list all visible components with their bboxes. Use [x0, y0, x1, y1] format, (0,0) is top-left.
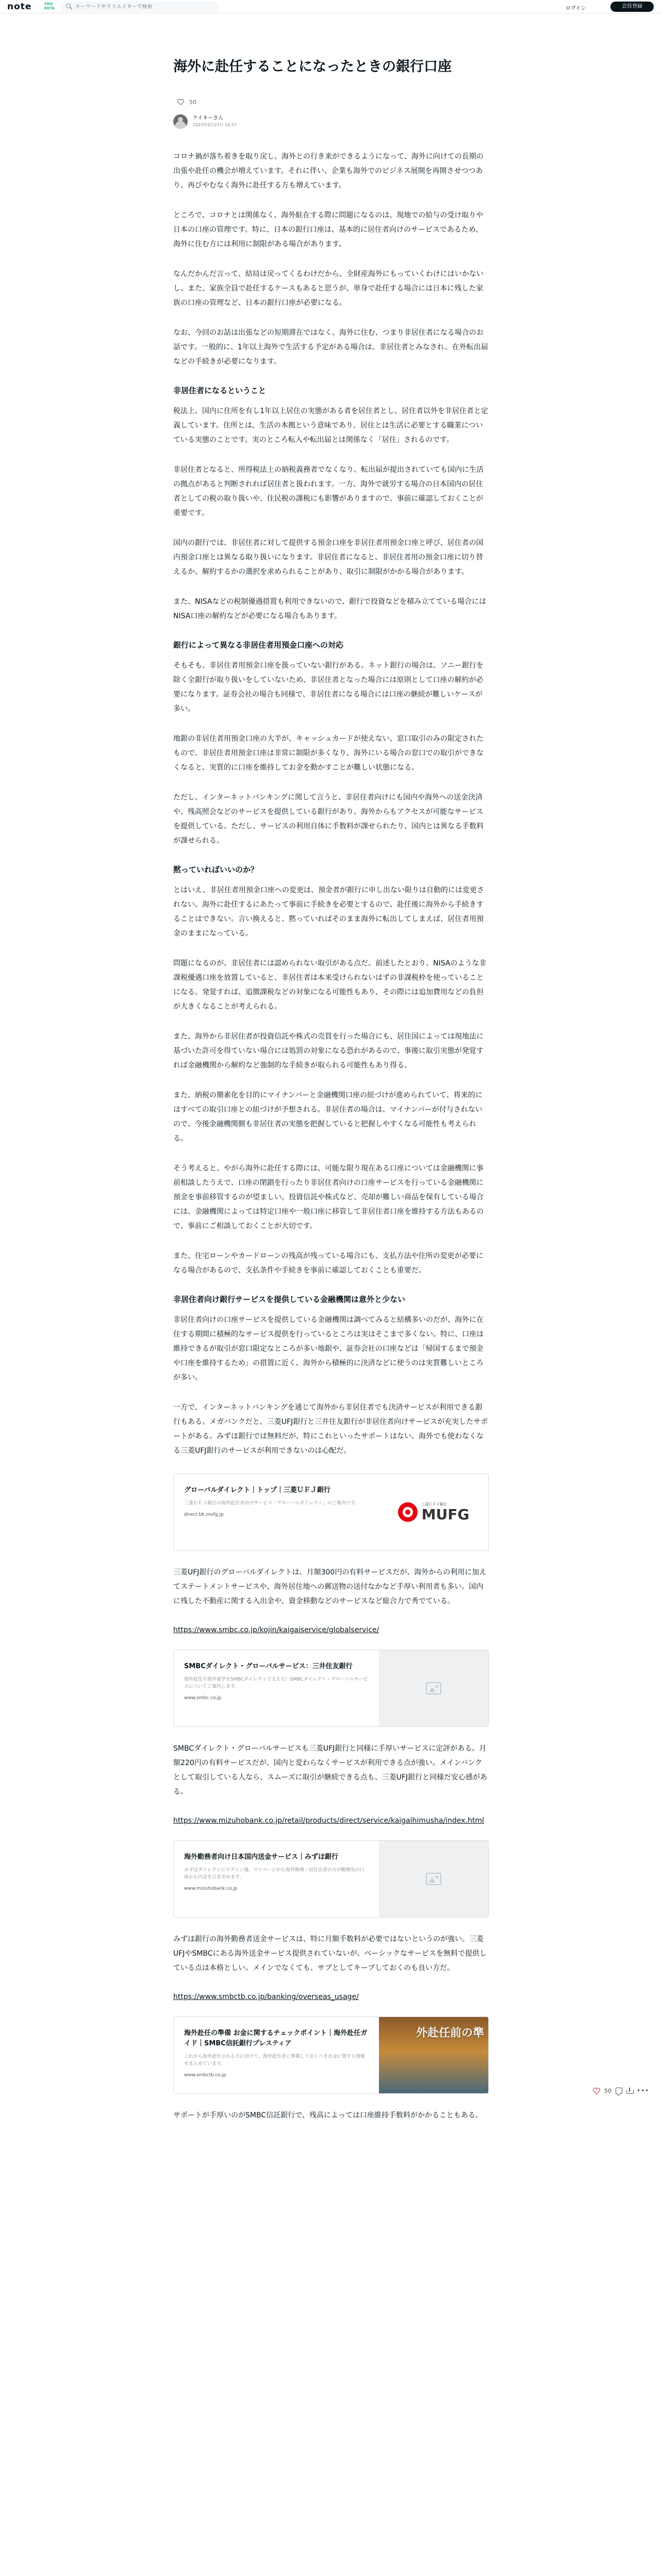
paragraph: また、海外から非居住者が投資信託や株式の売買を行った場合にも、居住国によっては現地法に基づいた許可を得ていない場合には処罰の対象になる恐れがあるので、事後に取引実態が発覚すれば金融機関から解約など強制的な手続きが取られる可能性もあり得る。 [173, 1032, 484, 1070]
comment-icon[interactable] [616, 2088, 622, 2094]
link-embed-card[interactable] [173, 1840, 489, 1918]
paragraph: コロナ禍が落ち着きを取り戻し、海外との行き来ができるようになって、海外に向けての長期の出張や赴任の機会が増えています。それに伴い、企業も海外でのビジネス展開を再開させつつあり、再びやむなく海外に赴任する方も増えています。 [173, 152, 484, 190]
paragraph: また、納税の簡素化を目的にマイナンバーと金融機関口座の紐づけが進められていて、将来的にはすべての取引口座との紐づけが予想される。非居住者の場合は、マイナンバーが付与されないので、今後金融機関側も非居住者の実態を把握していると把握しやすくなる可能性も考えられる。 [173, 1091, 483, 1143]
external-link[interactable]: https://www.smbc.co.jp/kojin/kaigaiservice/globalservice/ [173, 1626, 379, 1634]
paragraph: サポートが手厚いのがSMBC信託銀行で、残高によっては口座維持手数料がかかることもある。 [173, 2111, 483, 2120]
signup-button[interactable]: 会員登録 [610, 2, 654, 12]
paragraph: なんだかんだ言って、結局は戻ってくるわけだから、全財産海外にもっていくわけにはいかないし、また、家族全員で赴任するケースもあると思うが、単身で赴任する場合には日本に残した家族の口座の管理など、日本の銀行口座が必要になる。 [173, 270, 484, 307]
paragraph: 非居住者となると、所得税法上の納税義務者でなくなり、転出届が提出されていても国内に生活の拠点があると判断されれば居住者と扱われます。一方、海外で就労する場合の日本国内の居住者としての税の取り扱いや、住民税の課税にも影響がありますので、事前に確認しておくことが重要です。 [173, 466, 484, 517]
paragraph: 税法上、国内に住所を有し1年以上居住の実態がある者を居住者とし、居住者以外を非居住者と定義しています。住所とは、生活の本拠という意味であり、居住とは生活に必要とする職業についている実態のことです。実のところ転入や転出届とは関係なく「居住」されるのです。 [173, 407, 488, 444]
paragraph: 一方で、インターネットバンキングを通じて海外から非居住者でも決済サービスが利用できる銀行もある。メガバンクだと、三菱UFJ銀行と三井住友銀行が非居住者向けサービスが充実したサポートがある。みずほ銀行では無料だが、特にこれといったサポートはない。海外でも使わなくなる三菱UFJ銀行のサービスが利用できないのは心配だ。 [173, 1403, 488, 1455]
note-logo[interactable]: note [7, 2, 32, 12]
global-header [0, 0, 662, 13]
card-text [174, 1841, 379, 1917]
card-title: 海外勤務者向け日本国内送金サービス｜みずほ銀行 [184, 1853, 339, 1861]
card-description: 三菱ＵＦＪ銀行の海外赴任者向けサービス「グローバルダイレクト」のご案内です。 [184, 1501, 360, 1506]
card-domain: www.smbctb.co.jp [184, 2073, 226, 2078]
section-heading: 黙っていればいいのか？ [173, 865, 259, 874]
card-description: これから海外赴任される方に向けて、海外赴任者に準備しておくべきお金に関する情報をまとめています。 [184, 2054, 365, 2066]
paragraph: 三菱UFJ銀行のグローバルダイレクトは、月額300円の有料サービスだが、海外からの利用に加えてステートメントサービスや、海外居住地への郵送物の送付なかなど手厚い利用者も多い。国内に残した不動産に関する入出金や、資金移動などのサービスなど総合力で秀でている。 [173, 1568, 487, 1605]
card-text [174, 2017, 379, 2093]
author-row [173, 114, 489, 129]
card-domain: www.smbc.co.jp [184, 1696, 222, 1701]
card-description: みずほダイレクトにログイン後、マイページから海外勤務・居住在者の方が勤務先の口座から円金を引き出せます。 [184, 1868, 365, 1880]
link-embed-card[interactable] [173, 1473, 489, 1551]
section-heading: 非居住者向け銀行サービスを提供している金融機関は意外と少ない [173, 1295, 406, 1304]
heart-icon[interactable] [177, 99, 184, 105]
external-link[interactable]: https://www.smbctb.co.jp/banking/overseas_usage/ [173, 1993, 359, 2001]
paragraph: ただし、インターネットバンキングに関して言うと、非居住者向けにも国内や海外への送金決済や、残高照会などのサービスを提供している銀行があり、海外からもアクセスが可能なサービスを提供している。ただし、サービスの利用自体に手数料が課せられたり、国内とは異なる手数料が課せられる。 [173, 793, 484, 845]
more-icon[interactable]: ••• [637, 2087, 650, 2094]
paragraph: そもそも、非居住者用預金口座を扱っていない銀行がある。ネット銀行の場合は、ソニー銀行を除く全銀行が取り扱いをしていないため、非居住者となった場合には原則として口座の解約が必要になります。証券会社の場合も同様で、非居住者になる場合には口座の継続が難しいケースが多い。 [173, 662, 484, 713]
share-icon[interactable] [626, 2088, 633, 2094]
like-count: 50 [189, 98, 196, 106]
card-domain: direct.bk.mufg.jp [184, 1512, 224, 1517]
article [173, 57, 489, 2138]
paragraph: 国内の銀行では、非居住者に対して提供する預金口座を非居住者用預金口座と呼び、居住者の国内預金口座とは異なる取り扱いになります。非居住者になると、非居住者用の預金口座に切り替えるか、解約するかの選択を求められることがあり、取引に制限がかかる場合があります。 [173, 539, 484, 576]
like-heart-icon[interactable] [593, 2088, 600, 2094]
card-title: グローバルダイレクト｜トップ｜三菱ＵＦＪ銀行 [184, 1486, 330, 1494]
card-text [174, 1474, 379, 1550]
paragraph: SMBCダイレクト・グローバルサービスも三菱UFJ銀行と同様に手厚いサービスに定評がある。月額220円の有料サービスだが、国内と変わらなくサービスが利用できる点が強い。メインバンクとして取引している人なら、スムーズに取引が継続できる点も、三菱UFJ銀行と同様だ安心感がある。 [173, 1744, 488, 1796]
card-domain: www.mizuhobank.co.jp [184, 1886, 238, 1891]
mufg-bank-name: 三菱ＵＦＪ銀行 [421, 1502, 447, 1506]
image-placeholder-icon [426, 1682, 441, 1694]
paragraph: また、住宅ローンやカードローンの残高が残っている場合にも、支払方法や住所の変更が必要になる場合があるので、支払条件や手続きを事前に確認しておくことも重要だ。 [173, 1252, 484, 1275]
search-input[interactable] [75, 4, 209, 10]
paragraph: また、NISAなどの税制優遇措置も利用できないので、銀行で投資などを積み立てている場合にはNISA口座の解約などが必要になる場合もあります。 [173, 598, 487, 620]
link-embed-card[interactable] [173, 1650, 489, 1727]
rail-like-count: 50 [604, 2087, 611, 2094]
search-bar[interactable] [61, 2, 219, 12]
pro-beta-badge: PRO BETA [44, 2, 55, 10]
card-thumbnail-placeholder [379, 1650, 488, 1726]
article-body [173, 149, 489, 2123]
paragraph: 非居住者向けの口座サービスを提供している金融機関は調べてみると結構多いのだが、海外に在住する期間に積極的なサービス提供を行っているところは実はそこまで多くない。特に、口座は維持できるが取引が窓口限定なところが多い地銀や、証券会社の口座などは「帰国するまで預金や口座を維持するため」の措置に近く、海外から積極的に決済などに使うのは実質難しいところが多い。 [173, 1316, 484, 1382]
thumbnail-caption: 外赴任前の準 [416, 2027, 484, 2040]
like-row [173, 98, 489, 106]
mufg-mark-icon [398, 1502, 418, 1522]
paragraph: なお、今回のお話は出張などの短期滞在ではなく、海外に住む、つまり非居住者になる場合のお話です。一般的に、1年以上海外で生活する予定がある場合は、非居住者とみなされ、在外転出届などの手続きが必要になります。 [173, 329, 488, 366]
mufg-logo [398, 1502, 470, 1522]
card-title: 海外赴任の準備 お金に関するチェックポイント｜海外赴任ガイド｜SMBC信託銀行プレスティア [184, 2029, 368, 2047]
search-icon [66, 4, 72, 10]
section-heading: 非居住者になるということ [173, 386, 267, 395]
login-link[interactable]: ログイン [566, 6, 586, 11]
card-photo-thumbnail [379, 2017, 488, 2093]
author-name[interactable]: ケイキーさん [193, 115, 224, 121]
post-date: 2023年9月23日 14:57 [193, 123, 237, 127]
paragraph: そう考えると、やがら海外に赴任する際には、可能な限り現在ある口座については金融機関に事前相談したうえで、口座の閉鎖を行ったり非居住者向けの口座サービスを行っている金融機関に預金を事前移管するのが望ましい。投資信託や株式など、売却が難しい商品を保有している場合には、金融機関によっては特定口座や一般口座に移管して非居住者口座を維持する方法もあるので、事前にご相談しておくことが大切です。 [173, 1164, 484, 1230]
external-link[interactable]: https://www.mizuhobank.co.jp/retail/products/direct/service/kaigaihimusha/index.html [173, 1817, 484, 1825]
card-title: SMBCダイレクト・グローバルサービス：三井住友銀行 [184, 1663, 353, 1670]
article-title: 海外に赴任することになったときの銀行口座 [173, 59, 452, 75]
section-heading: 銀行によって異なる非居住者用預金口座への対応 [173, 640, 344, 650]
card-description: 海外赴任や海外留学をSMBCダイレクトで支える！SMBCダイレクト・グローバルサービスについてご案内します。 [184, 1677, 368, 1689]
paragraph: 問題になるのが、非居住者には認められない取引がある点だ。前述したとおり、NISAのような非課税優遇口座を放置していると、非居住者は本来受けられないはずの非課税枠を使っていることになる。発覚すれば、追徴課税などの対象になる可能性もあり、その際には追加費用などの負担が大きくなることが考えられる。 [173, 959, 487, 1011]
author-avatar[interactable] [173, 114, 188, 129]
action-rail [593, 2087, 649, 2095]
paragraph: 地銀の非居住者用預金口座の大半が、キャッシュカードが使えない、窓口取引のみの限定されたもので、非居住者用預金口座は非常に制限が多くなり、海外にいる場合の窓口での取引ができなくなると、実質的に口座を維持してお金を動かすことが難しい状態になる。 [173, 735, 484, 772]
paragraph: とはいえ、非居住者用預金口座への変更は、預金者が銀行に申し出ない限りは自動的には変更されない。海外に赴任するにあたって事前に手続きを必要とするので、赴任後に海外から手続きすることはできない。言い換えると、黙っていればそのまま海外に転出してしまえば、居住者用預金のままになっている。 [173, 886, 484, 938]
mufg-wordmark: MUFG [421, 1506, 470, 1523]
paragraph: ところで、コロナとは関係なく、海外駐在する際に問題になるのは、現地での給与の受け取りや日本の口座の管理です。特に、日本の銀行口座は、基本的に居住者向けのサービスであるため、海外に住む方には利用に制限がある場合があります。 [173, 211, 484, 248]
card-thumbnail-placeholder [379, 1841, 488, 1917]
author-meta [193, 115, 237, 128]
mufg-logo-thumbnail [379, 1474, 488, 1550]
link-embed-card[interactable] [173, 2016, 489, 2094]
paragraph: みずほ銀行の海外勤務者送金サービスは、特に月額手数料が必要ではないというのが強い。三菱UFJやSMBCにある海外送金サービス提供されていないが、ベーシックなサービスを無料で提供している点は本格としい。メインでなくても、サブとしてキープしておくのも良い方だ。 [173, 1935, 487, 1972]
image-placeholder-icon [426, 1873, 441, 1885]
card-text [174, 1650, 379, 1726]
